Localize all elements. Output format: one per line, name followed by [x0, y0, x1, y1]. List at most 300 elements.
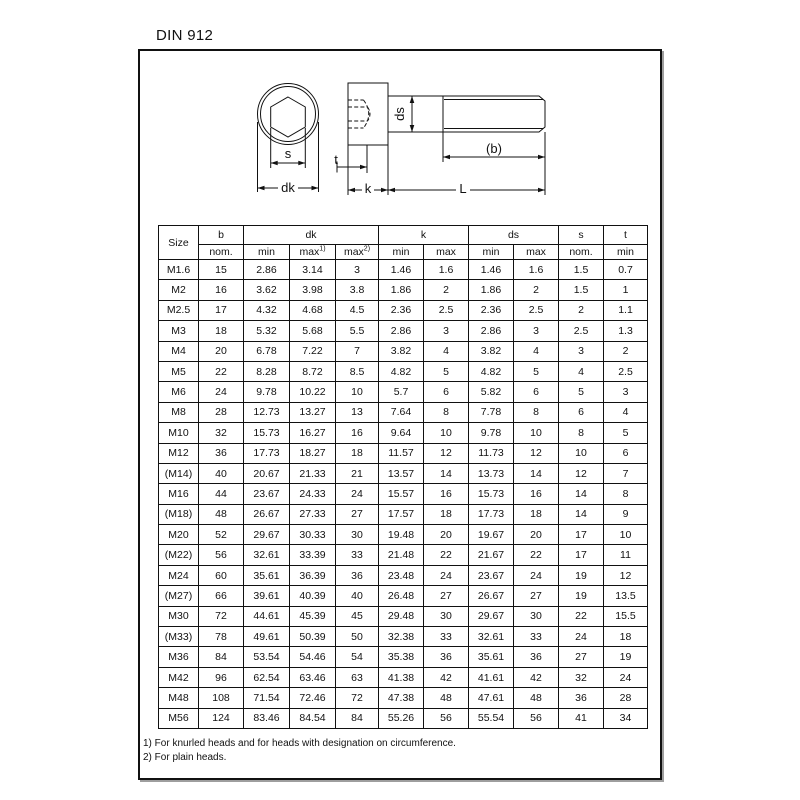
table-cell: 0.7	[604, 260, 648, 280]
table-cell: 9	[604, 504, 648, 524]
table-cell: 3.14	[290, 260, 336, 280]
subcol-dk-min: min	[244, 245, 290, 260]
table-cell: 24	[559, 627, 604, 647]
table-cell: 6	[559, 402, 604, 422]
table-cell: 12	[424, 443, 469, 463]
table-cell: 32.38	[379, 627, 424, 647]
table-cell: 13	[336, 402, 379, 422]
table-cell: 19.48	[379, 525, 424, 545]
table-cell: 50	[336, 627, 379, 647]
table-cell: 13.5	[604, 586, 648, 606]
table-row	[159, 423, 648, 443]
table-cell: 14	[559, 484, 604, 504]
table-cell: 1.46	[469, 260, 514, 280]
table-cell: M2.5	[159, 300, 199, 320]
table-cell: 2	[424, 280, 469, 300]
table-cell: 7.22	[290, 341, 336, 361]
table-row	[159, 443, 648, 463]
table-cell: 39.61	[244, 586, 290, 606]
table-cell: 6	[514, 382, 559, 402]
table-cell: 1.86	[379, 280, 424, 300]
dimensions-table	[158, 225, 648, 729]
table-cell: 20	[199, 341, 244, 361]
table-cell: 72	[199, 606, 244, 626]
table-cell: M56	[159, 708, 199, 728]
table-cell: 33	[424, 627, 469, 647]
table-cell: 17.73	[244, 443, 290, 463]
table-cell: M16	[159, 484, 199, 504]
table-row	[159, 484, 648, 504]
table-cell: 66	[199, 586, 244, 606]
subcol-k-max: max	[424, 245, 469, 260]
table-cell: 3	[604, 382, 648, 402]
table-cell: 22	[559, 606, 604, 626]
table-cell: 9.78	[244, 382, 290, 402]
table-cell: 15.5	[604, 606, 648, 626]
table-cell: M12	[159, 443, 199, 463]
table-cell: 20.67	[244, 463, 290, 483]
table-cell: 27	[424, 586, 469, 606]
table-cell: 8.5	[336, 361, 379, 381]
table-cell: 45	[336, 606, 379, 626]
table-cell: M42	[159, 667, 199, 687]
table-cell: 48	[199, 504, 244, 524]
table-cell: 56	[424, 708, 469, 728]
table-cell: 26.67	[244, 504, 290, 524]
thread-minor-lines	[444, 100, 543, 129]
table-cell: 4.68	[290, 300, 336, 320]
table-cell: 12	[604, 565, 648, 585]
table-cell: 19	[559, 586, 604, 606]
table-cell: 36.39	[290, 565, 336, 585]
dim-k-L-lines	[348, 132, 545, 195]
table-cell: M6	[159, 382, 199, 402]
table-cell: 27	[559, 647, 604, 667]
table-cell: 1.46	[379, 260, 424, 280]
table-cell: M10	[159, 423, 199, 443]
table-cell: 2	[559, 300, 604, 320]
table-cell: 15.57	[379, 484, 424, 504]
table-cell: 56	[514, 708, 559, 728]
table-row	[159, 647, 648, 667]
table-cell: 2.5	[604, 361, 648, 381]
table-cell: 29.67	[244, 525, 290, 545]
dimension-label-ds: ds	[392, 107, 407, 121]
table-cell: 12	[514, 443, 559, 463]
table-cell: 33.39	[290, 545, 336, 565]
subcol-ds-min: min	[469, 245, 514, 260]
table-cell: 20	[514, 525, 559, 545]
table-cell: 5	[424, 361, 469, 381]
table-cell: 5.68	[290, 321, 336, 341]
table-row	[159, 260, 648, 280]
table-cell: M48	[159, 688, 199, 708]
table-cell: 63	[336, 667, 379, 687]
table-cell: 23.67	[469, 565, 514, 585]
subcol-ds-max: max	[514, 245, 559, 260]
table-cell: 3	[514, 321, 559, 341]
col-header-size: Size	[159, 226, 199, 260]
hex-socket-front	[271, 97, 306, 137]
table-cell: M4	[159, 341, 199, 361]
table-cell: 72	[336, 688, 379, 708]
table-cell: 62.54	[244, 667, 290, 687]
table-cell: 27.33	[290, 504, 336, 524]
table-cell: 17.57	[379, 504, 424, 524]
table-cell: 14	[559, 504, 604, 524]
table-cell: 26.48	[379, 586, 424, 606]
table-cell: 44.61	[244, 606, 290, 626]
table-cell: 33	[514, 627, 559, 647]
table-cell: 3	[424, 321, 469, 341]
table-row	[159, 280, 648, 300]
table-cell: 1.1	[604, 300, 648, 320]
table-cell: 10	[514, 423, 559, 443]
table-cell: 47.38	[379, 688, 424, 708]
table-cell: 14	[514, 463, 559, 483]
table-cell: 50.39	[290, 627, 336, 647]
table-cell: 17	[559, 525, 604, 545]
table-cell: 13.73	[469, 463, 514, 483]
table-cell: 42	[514, 667, 559, 687]
col-group-b: b	[199, 226, 244, 245]
table-cell: 4.32	[244, 300, 290, 320]
col-group-dk: dk	[244, 226, 379, 245]
table-cell: 52	[199, 525, 244, 545]
table-cell: 40	[199, 463, 244, 483]
table-cell: 54	[336, 647, 379, 667]
table-cell: (M14)	[159, 463, 199, 483]
table-cell: 15.73	[244, 423, 290, 443]
table-cell: 3.98	[290, 280, 336, 300]
table-row	[159, 565, 648, 585]
table-cell: 42	[424, 667, 469, 687]
table-cell: 4.82	[379, 361, 424, 381]
table-cell: 22	[514, 545, 559, 565]
table-cell: 84	[199, 647, 244, 667]
head-outer-circle	[258, 84, 319, 145]
table-cell: 54.46	[290, 647, 336, 667]
table-cell: 24	[514, 565, 559, 585]
table-cell: 22	[199, 361, 244, 381]
table-cell: 41	[559, 708, 604, 728]
table-cell: 21	[336, 463, 379, 483]
thread-outline	[443, 96, 545, 132]
table-cell: M36	[159, 647, 199, 667]
table-cell: 3	[559, 341, 604, 361]
table-cell: 18	[424, 504, 469, 524]
col-group-ds: ds	[469, 226, 559, 245]
table-cell: 71.54	[244, 688, 290, 708]
table-cell: 16	[199, 280, 244, 300]
table-cell: 14	[424, 463, 469, 483]
table-cell: 24.33	[290, 484, 336, 504]
table-cell: 28	[604, 688, 648, 708]
dimension-label-dk: dk	[281, 180, 295, 195]
table-row	[159, 586, 648, 606]
subcol-dk-max2: $\max^{2)}$	[336, 245, 379, 260]
table-cell: 21.67	[469, 545, 514, 565]
table-cell: 4	[514, 341, 559, 361]
table-row	[159, 708, 648, 728]
screw-side-view	[348, 83, 545, 145]
subcol-b-nom: nom.	[199, 245, 244, 260]
table-cell: M5	[159, 361, 199, 381]
table-cell: 72.46	[290, 688, 336, 708]
table-cell: 20	[424, 525, 469, 545]
table-cell: M2	[159, 280, 199, 300]
table-cell: 8	[559, 423, 604, 443]
table-cell: 33	[336, 545, 379, 565]
table-cell: 48	[424, 688, 469, 708]
table-cell: 16	[336, 423, 379, 443]
table-cell: 5	[559, 382, 604, 402]
table-cell: 53.54	[244, 647, 290, 667]
table-cell: (M27)	[159, 586, 199, 606]
table-cell: M8	[159, 402, 199, 422]
table-cell: 23.67	[244, 484, 290, 504]
subcol-k-min: min	[379, 245, 424, 260]
table-cell: 18	[336, 443, 379, 463]
table-cell: 8.72	[290, 361, 336, 381]
table-row	[159, 525, 648, 545]
table-cell: 36	[559, 688, 604, 708]
table-cell: 35.61	[244, 565, 290, 585]
table-cell: 22	[424, 545, 469, 565]
table-cell: 7.78	[469, 402, 514, 422]
table-cell: 1.5	[559, 280, 604, 300]
table-cell: 30.33	[290, 525, 336, 545]
table-cell: 8	[424, 402, 469, 422]
table-cell: 30	[514, 606, 559, 626]
table-cell: 32.61	[244, 545, 290, 565]
table-cell: M30	[159, 606, 199, 626]
table-cell: 2.5	[559, 321, 604, 341]
table-row	[159, 341, 648, 361]
col-group-s: s	[559, 226, 604, 245]
table-cell: 5.5	[336, 321, 379, 341]
table-row	[159, 463, 648, 483]
table-cell: 4	[424, 341, 469, 361]
table-cell: 45.39	[290, 606, 336, 626]
table-cell: 1.6	[514, 260, 559, 280]
table-cell: 60	[199, 565, 244, 585]
table-cell: 2.86	[244, 260, 290, 280]
table-cell: 32	[199, 423, 244, 443]
screw-technical-drawing	[140, 51, 660, 215]
table-cell: 49.61	[244, 627, 290, 647]
table-cell: 5.82	[469, 382, 514, 402]
table-cell: 10	[424, 423, 469, 443]
table-cell: 18	[604, 627, 648, 647]
table-cell: 17.73	[469, 504, 514, 524]
table-cell: 3	[336, 260, 379, 280]
table-cell: 15.73	[469, 484, 514, 504]
table-cell: 8.28	[244, 361, 290, 381]
table-cell: (M18)	[159, 504, 199, 524]
table-cell: 16.27	[290, 423, 336, 443]
subcol-t-min: min	[604, 245, 648, 260]
table-cell: 83.46	[244, 708, 290, 728]
table-cell: 13.27	[290, 402, 336, 422]
table-cell: 24	[199, 382, 244, 402]
hex-socket-hidden-lines	[348, 100, 370, 128]
table-cell: 1	[604, 280, 648, 300]
table-cell: 15	[199, 260, 244, 280]
head-inner-circle	[261, 87, 316, 142]
table-row	[159, 504, 648, 524]
footnote-marker-2: 2)	[363, 245, 371, 253]
table-cell: 8	[514, 402, 559, 422]
table-cell: 7	[336, 341, 379, 361]
table-cell: 19	[559, 565, 604, 585]
table-cell: 29.67	[469, 606, 514, 626]
table-cell: 40	[336, 586, 379, 606]
table-cell: 48	[514, 688, 559, 708]
table-cell: 18	[514, 504, 559, 524]
table-cell: 124	[199, 708, 244, 728]
table-cell: 1.6	[424, 260, 469, 280]
table-row	[159, 300, 648, 320]
table-cell: 21.48	[379, 545, 424, 565]
subcol-dk-max1: $\max^{1)}$	[290, 245, 336, 260]
table-cell: 26.67	[469, 586, 514, 606]
table-row	[159, 688, 648, 708]
table-cell: 36	[199, 443, 244, 463]
table-row	[159, 667, 648, 687]
table-cell: (M22)	[159, 545, 199, 565]
table-cell: 6	[424, 382, 469, 402]
subcol-s-nom: nom.	[559, 245, 604, 260]
table-cell: 12.73	[244, 402, 290, 422]
table-cell: 36	[514, 647, 559, 667]
table-cell: 36	[336, 565, 379, 585]
table-cell: 16	[424, 484, 469, 504]
table-cell: 7	[604, 463, 648, 483]
col-group-k: k	[379, 226, 469, 245]
table-cell: 7.64	[379, 402, 424, 422]
table-cell: 41.61	[469, 667, 514, 687]
footnote-2: 2) For plain heads.	[143, 751, 227, 763]
table-cell: 12	[559, 463, 604, 483]
table-cell: 2.36	[379, 300, 424, 320]
table-cell: M24	[159, 565, 199, 585]
table-cell: 21.33	[290, 463, 336, 483]
table-cell: 1.86	[469, 280, 514, 300]
footnote-marker-1: 1)	[319, 245, 326, 253]
table-cell: 5.7	[379, 382, 424, 402]
table-cell: 1.5	[559, 260, 604, 280]
table-row	[159, 545, 648, 565]
table-row	[159, 402, 648, 422]
table-cell: 10	[604, 525, 648, 545]
table-cell: 30	[336, 525, 379, 545]
table-cell: 3.82	[379, 341, 424, 361]
dim-t-lines	[337, 145, 367, 173]
table-cell: 47.61	[469, 688, 514, 708]
table-cell: 6	[604, 443, 648, 463]
table-cell: 5	[604, 423, 648, 443]
table-cell: 4	[559, 361, 604, 381]
table-cell: 40.39	[290, 586, 336, 606]
table-row	[159, 361, 648, 381]
table-cell: 18.27	[290, 443, 336, 463]
table-cell: 3.8	[336, 280, 379, 300]
dimension-label-L: L	[459, 181, 467, 196]
table-cell: 2.5	[424, 300, 469, 320]
table-cell: 2.86	[379, 321, 424, 341]
table-cell: 63.46	[290, 667, 336, 687]
table-cell: 8	[604, 484, 648, 504]
head-side-outline	[348, 83, 388, 145]
page-title: DIN 912	[156, 27, 214, 44]
table-cell: 11.73	[469, 443, 514, 463]
table-cell: 2.36	[469, 300, 514, 320]
table-cell: 17	[199, 300, 244, 320]
table-row	[159, 627, 648, 647]
table-cell: 24	[424, 565, 469, 585]
table-row	[159, 382, 648, 402]
table-cell: 35.61	[469, 647, 514, 667]
table-cell: 2	[514, 280, 559, 300]
table-cell: 78	[199, 627, 244, 647]
footnote-1: 1) For knurled heads and for heads with designation on circumference.	[143, 738, 456, 749]
table-cell: 32	[559, 667, 604, 687]
footnotes	[143, 737, 456, 764]
table-cell: 30	[424, 606, 469, 626]
table-cell: 108	[199, 688, 244, 708]
table-cell: 9.78	[469, 423, 514, 443]
dimension-label-b: (b)	[486, 141, 502, 156]
table-cell: 4.5	[336, 300, 379, 320]
table-cell: 13.57	[379, 463, 424, 483]
table-cell: M3	[159, 321, 199, 341]
table-cell: 19.67	[469, 525, 514, 545]
table-cell: 34	[604, 708, 648, 728]
table-cell: 1.3	[604, 321, 648, 341]
table-cell: 56	[199, 545, 244, 565]
table-cell: 36	[424, 647, 469, 667]
table-cell: 84.54	[290, 708, 336, 728]
table-cell: M20	[159, 525, 199, 545]
table-cell: M1.6	[159, 260, 199, 280]
table-cell: 2.5	[514, 300, 559, 320]
table-cell: 4.82	[469, 361, 514, 381]
table-cell: 96	[199, 667, 244, 687]
table-cell: (M33)	[159, 627, 199, 647]
dimension-label-s: s	[284, 146, 292, 161]
table-cell: 84	[336, 708, 379, 728]
table-cell: 41.38	[379, 667, 424, 687]
table-cell: 4	[604, 402, 648, 422]
table-cell: 55.26	[379, 708, 424, 728]
table-cell: 3.82	[469, 341, 514, 361]
table-cell: 28	[199, 402, 244, 422]
table-cell: 17	[559, 545, 604, 565]
table-cell: 29.48	[379, 606, 424, 626]
table-cell: 10	[559, 443, 604, 463]
table-cell: 6.78	[244, 341, 290, 361]
table-cell: 24	[604, 667, 648, 687]
table-cell: 5	[514, 361, 559, 381]
table-cell: 27	[336, 504, 379, 524]
table-cell: 18	[199, 321, 244, 341]
table-row	[159, 606, 648, 626]
table-cell: 44	[199, 484, 244, 504]
head-front-view	[258, 84, 319, 145]
table-cell: 9.64	[379, 423, 424, 443]
table-cell: 10.22	[290, 382, 336, 402]
